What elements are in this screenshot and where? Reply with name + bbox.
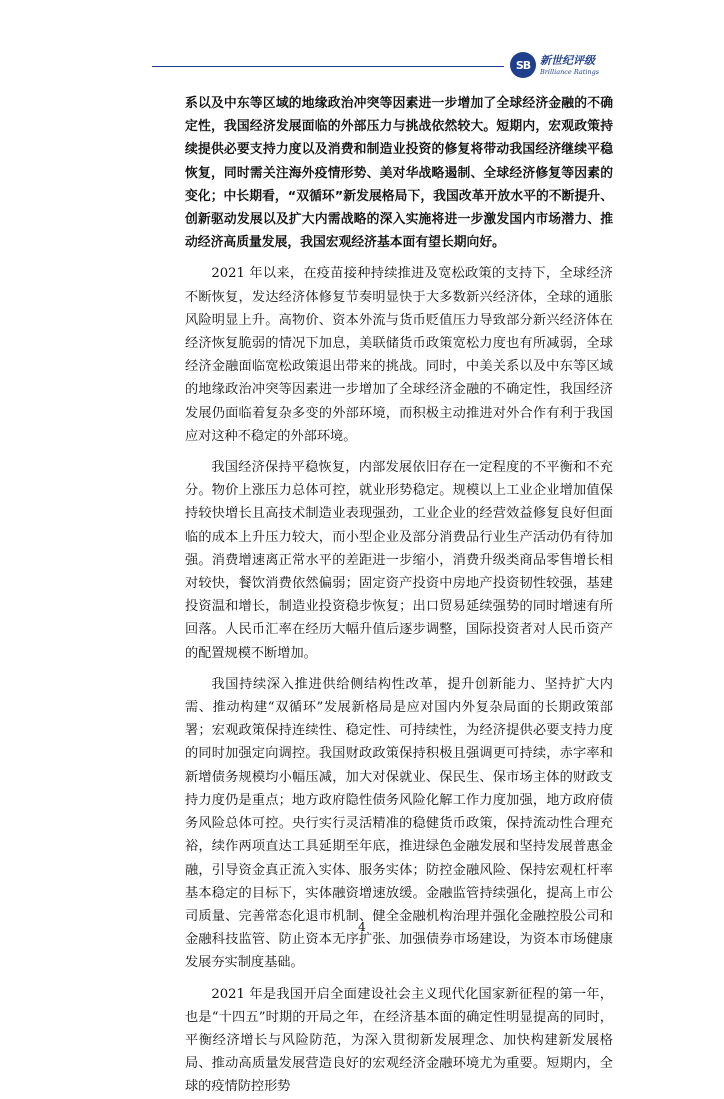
logo-chinese-name: 新世纪评级 (540, 53, 595, 67)
body-paragraph: 我国持续深入推进供给侧结构性改革，提升创新能力、坚持扩大内需、推动构建“双循环”发展新格局是应对国内外复杂局面的长期政策部署；宏观政策保持连续性、稳定性、可持续性，为经济提供必要支持力度的同时加强定向调控。我国财政政策保持积极且强调更可持续，赤字率和新增债务规模均小幅压减，加大对保就业、保民生、保市场主体的财政支持力度仍是重点；地方政府隐性债务风险化解工作力度加强，地方政府债务风险总体可控。央行实行灵活精准的稳健货币政策，保持流动性合理充裕，续作两项直达工具延期至年底，推进绿色金融发展和坚持发展普惠金融，引导资金真正流入实体、服务实体；防控金融风险、保持宏观杠杆率基本稳定的目标下，实体融资增速放缓。金融监管持续强化，提高上市公司质量、完善常态化退市机制、健全金融机构治理并强化金融控股公司和金融科技监管、防止资本无序扩张、加强债券市场建设，为资本市场健康发展夯实制度基础。 (185, 676, 613, 971)
logo-text (540, 55, 599, 76)
logo-english-name: Brilliance Ratings (540, 67, 600, 76)
body-paragraph: 2021 年是我国开启全面建设社会主义现代化国家新征程的第一年，也是“十四五”时期的开局之年，在经济基本面的确定性明显提高的同时，平衡经济增长与风险防范，为深入贯彻新发展理念、加快构建新发展格局、推动高质量发展营造良好的宏观经济金融环境尤为重要。短期内，全球的疫情防控形势 (185, 986, 613, 1095)
body-paragraph: 我国经济保持平稳恢复，内部发展依旧存在一定程度的不平衡和不充分。物价上涨压力总体可控，就业形势稳定。规模以上工业企业增加值保持较快增长且高技术制造业表现强劲，工业企业的经营效益修复良好但面临的成本上升压力较大，而小型企业及部分消费品行业生产活动仍有待加强。消费增速离正常水平的差距进一步缩小，消费升级类商品零售增长相对较快，餐饮消费依然偏弱；固定资产投资中房地产投资韧性较强，基建投资温和增长，制造业投资稳步恢复；出口贸易延续强势的同时增速有所回落。人民币汇率在经历大幅升值后逐步调整，国际投资者对人民币资产的配置规模不断增加。 (185, 460, 613, 661)
logo-icon: SB (510, 52, 536, 78)
body-paragraph: 2021 年以来，在疫苗接种持续推进及宽松政策的支持下，全球经济不断恢复，发达经济体修复节奏明显快于大多数新兴经济体，全球的通胀风险明显上升。高物价、资本外流与货币贬值压力导致部分新兴经济体在经济恢复脆弱的情况下加息，美联储货币政策宽松力度也有所减弱，全球经济金融面临宽松政策退出带来的挑战。同时，中美关系以及中东等区域的地缘政治冲突等因素进一步增加了全球经济金融的不确定性，我国经济发展仍面临着复杂多变的外部环境，而积极主动推进对外合作有利于我国应对这种不稳定的外部环境。 (185, 266, 613, 444)
page-number: 4 (358, 920, 366, 934)
document-body (185, 92, 613, 1099)
summary-paragraph: 系以及中东等区域的地缘政治冲突等因素进一步增加了全球经济金融的不确定性，我国经济发展面临的外部压力与挑战依然较大。短期内，宏观政策持续提供必要支持力度以及消费和制造业投资的修复将带动我国经济继续平稳恢复，同时需关注海外疫情形势、美对华战略遏制、全球经济修复等因素的变化；中长期看，“双循环”新发展格局下，我国改革开放水平的不断提升、创新驱动发展以及扩大内需战略的深入实施将进一步激发国内市场潜力、推动经济高质量发展，我国宏观经济基本面有望长期向好。 (185, 96, 613, 251)
brand-logo (510, 50, 610, 80)
header-rule (152, 66, 504, 67)
